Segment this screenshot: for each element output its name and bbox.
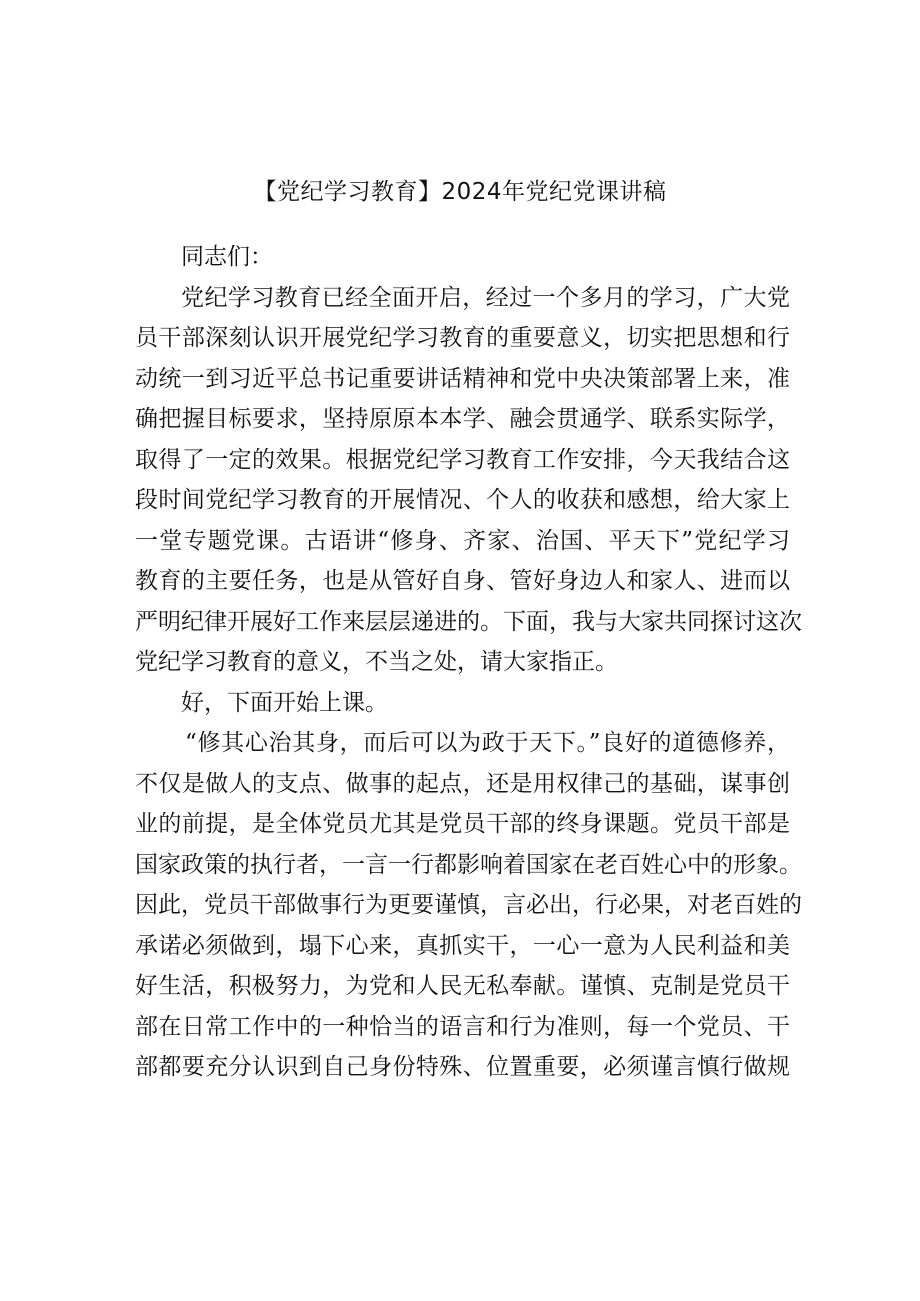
paragraph-line: “修其心治其身，而后可以为政于天下。”良好的道德修养， [185, 730, 790, 756]
paragraph-line: 严明纪律开展好工作来层层递进的。下面，我与大家共同探讨这次 [135, 608, 802, 635]
paragraph-line: 部在日常工作中的一种恰当的语言和行为准则，每一个党员、干 [135, 1013, 790, 1040]
paragraph-line: 好生活，积极努力，为党和人民无私奉献。谨慎、克制是党员干 [135, 973, 790, 999]
paragraph-line: 教育的主要任务，也是从管好自身、管好身边人和家人、进而以 [135, 568, 790, 594]
paragraph-line: 员干部深刻认识开展党纪学习教育的重要意义，切实把思想和行 [135, 325, 790, 351]
paragraph-line: 因此，党员干部做事行为更要谨慎，言必出，行必果，对老百姓的 [135, 892, 802, 918]
paragraph-line: 部都要充分认识到自己身份特殊、位置重要，必须谨言慎行做规 [135, 1054, 790, 1080]
paragraph-line: 取得了一定的效果。根据党纪学习教育工作安排，今天我结合这 [135, 446, 790, 473]
paragraph-line: 承诺必须做到，塌下心来，真抓实干，一心一意为人民利益和美 [135, 932, 790, 959]
paragraph-line: 一堂专题党课。古语讲“修身、齐家、治国、平天下”党纪学习 [135, 527, 790, 554]
paragraph-line: 国家政策的执行者，一言一行都影响着国家在老百姓心中的形象。 [135, 851, 802, 878]
document-title: 【党纪学习教育】2024年党纪党课讲稿 [253, 179, 667, 205]
paragraph-line: 动统一到习近平总书记重要讲话精神和党中央决策部署上来，准 [135, 365, 790, 392]
salutation-line: 同志们： [181, 244, 273, 270]
document-body [135, 237, 802, 1088]
paragraph-line: 党纪学习教育的意义，不当之处，请大家指正。 [135, 649, 618, 675]
paragraph-line: 业的前提，是全体党员尤其是党员干部的终身课题。党员干部是 [135, 811, 790, 837]
paragraph-line: 确把握目标要求，坚持原原本本学、融会贯通学、联系实际学， [135, 406, 790, 432]
paragraph-line: 不仅是做人的支点、做事的起点，还是用权律己的基础，谋事创 [135, 770, 790, 797]
paragraph-line: 好，下面开始上课。 [181, 689, 388, 716]
paragraph-line: 党纪学习教育已经全面开启，经过一个多月的学习，广大党 [181, 284, 790, 311]
paragraph-line: 段时间党纪学习教育的开展情况、个人的收获和感想，给大家上 [135, 487, 790, 513]
